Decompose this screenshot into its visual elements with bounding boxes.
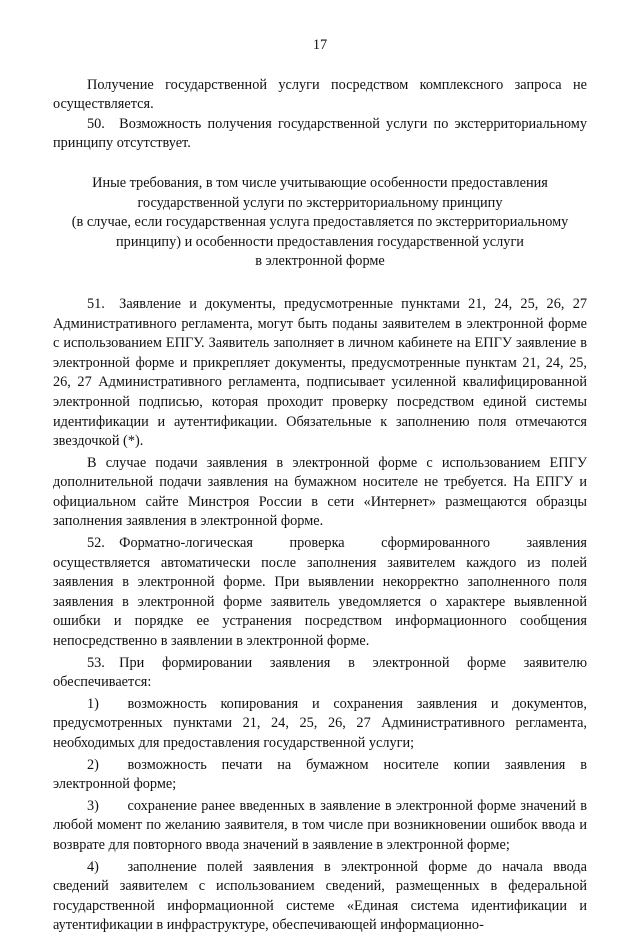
list-item-1: 1) возможность копирования и сохранения заявления и документов, предусмотренных пунктами 21, 24, 25, 26, 27 Административного регламента, необходимых для предоставления государственной услуги; bbox=[53, 695, 587, 751]
paragraph-complex-request: Получение государственной услуги посредством комплексного запроса не осуществляется. bbox=[53, 76, 587, 113]
heading-line: принципу) и особенности предоставления государственной услуги bbox=[116, 233, 524, 250]
list-item-3: 3) сохранение ранее введенных в заявление в электронной форме значений в любой момент по желанию заявителя, в том числе при возникновении ошибок ввода и возврате для повторного ввода значений в заявление в электронной форме; bbox=[53, 797, 587, 853]
list-item-2: 2) возможность печати на бумажном носителе копии заявления в электронной форме; bbox=[53, 756, 587, 793]
heading-line: (в случае, если государственная услуга предоставляется по экстерриториальному bbox=[71, 214, 569, 231]
paragraph-52: 52. Форматно-логическая проверка сформированного заявления осуществляется автоматически после заполнения заявителем каждого из полей заявления в электронной форме. При выявлении некорректно заполненного поля заявления в электронной форме заявитель уведомляется о характере выявленной ошибки и порядке ее устранения посредством информационного сообщения непосредственно в заявлении в электронной форме. bbox=[53, 535, 587, 650]
paragraph-51-continued: В случае подачи заявления в электронной форме с использованием ЕПГУ дополнительной подачи заявления на бумажном носителе не требуется. На ЕПГУ и официальном сайте Минстроя России в сети «Интернет» размещаются образцы заполнения заявления в электронной форме. bbox=[53, 454, 587, 530]
paragraph-50: 50. Возможность получения государственной услуги по экстерриториальному принципу отсутствует. bbox=[53, 115, 587, 152]
paragraph-51: 51. Заявление и документы, предусмотренные пунктами 21, 24, 25, 26, 27 Административного регламента, могут быть поданы заявителем в электронной форме с использованием ЕПГУ. Заявитель заполняет в личном кабинете на ЕПГУ заявление в электронной форме и прикрепляет документы, предусмотренные пунктам 21, 24, 25, 26, 27 Административного регламента, подписывает усиленной квалифицированной электронной подписью, которая проходит проверку посредством единой системы идентификации и аутентификации. Обязательные к заполнению поля отмечаются звездочкой (*). bbox=[53, 295, 587, 450]
heading-line: Иные требования, в том числе учитывающие особенности предоставления bbox=[92, 174, 548, 191]
section-heading bbox=[53, 174, 587, 272]
list-item-4: 4) заполнение полей заявления в электронной форме до начала ввода сведений заявителем с использованием сведений, размещенных в федеральной государственной информационной системе «Единая система идентификации и аутентификации в инфраструктуре, обеспечивающей информационно- bbox=[53, 858, 587, 934]
heading-line: в электронной форме bbox=[255, 253, 385, 270]
page-number: 17 bbox=[312, 37, 328, 53]
paragraph-53: 53. При формировании заявления в электронной форме заявителю обеспечивается: bbox=[53, 654, 587, 691]
heading-line: государственной услуги по экстерриториальному принципу bbox=[137, 194, 503, 211]
